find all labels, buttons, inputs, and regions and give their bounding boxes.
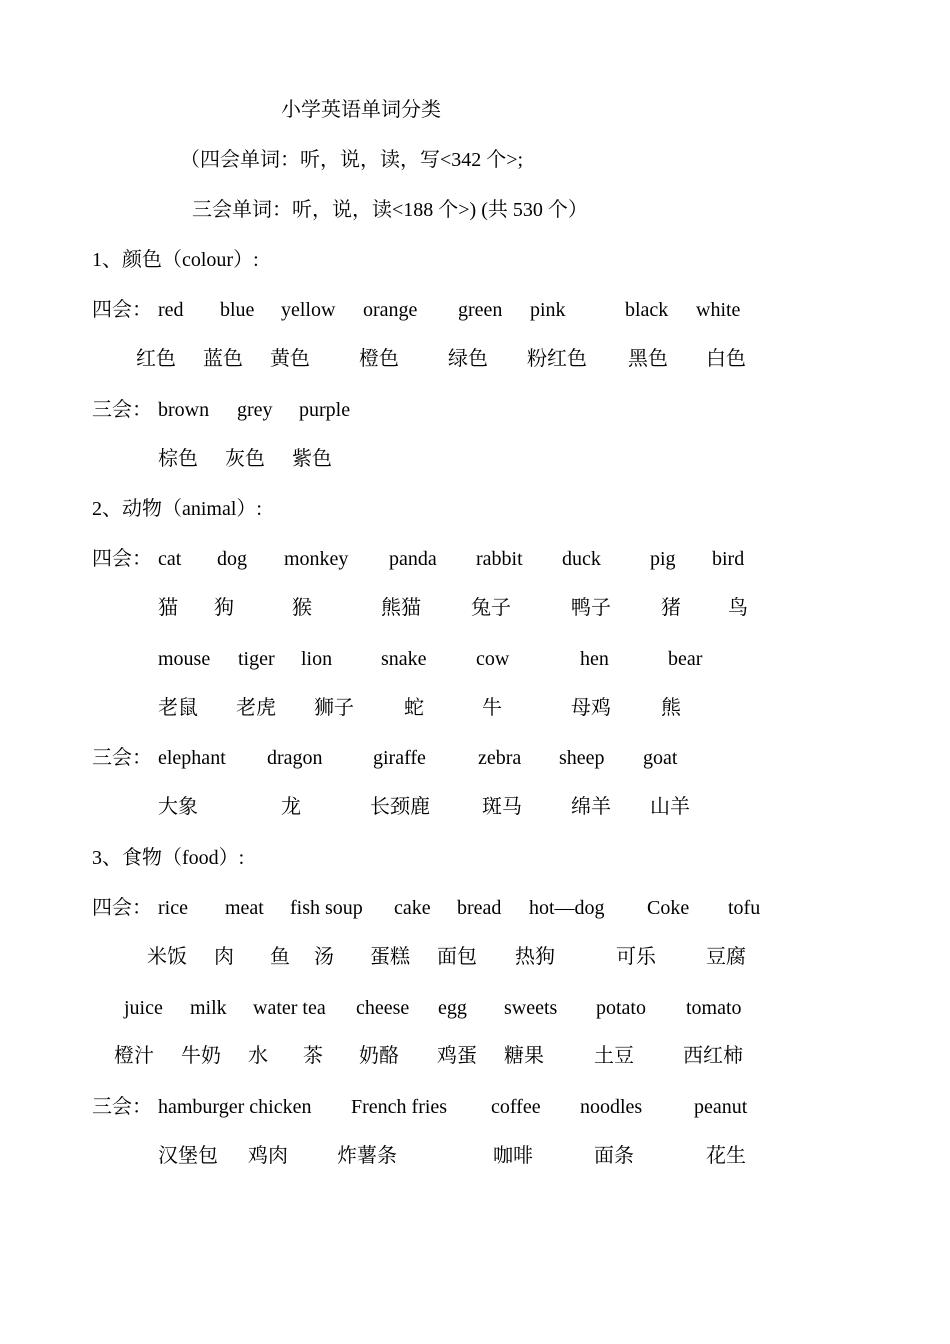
word-en: bread xyxy=(457,897,502,919)
section-heading-food: 3、食物（food）: xyxy=(92,847,245,869)
page-title: 小学英语单词分类 xyxy=(281,99,441,121)
word-cn: 山羊 xyxy=(650,796,690,818)
word-cn: 蓝色 xyxy=(203,348,243,370)
word-cn: 大象 xyxy=(158,796,198,818)
animal-three-en-row xyxy=(0,746,950,769)
word-cn: 糖果 xyxy=(504,1045,544,1067)
word-en: noodles xyxy=(580,1096,643,1118)
colour-three-cn-row xyxy=(0,447,950,470)
word-en: rabbit xyxy=(476,548,523,570)
word-cn: 兔子 xyxy=(471,597,511,619)
word-en: juice xyxy=(124,997,163,1019)
word-cn: 狗 xyxy=(214,597,234,619)
word-en: French fries xyxy=(351,1096,448,1118)
word-en: purple xyxy=(299,399,351,421)
word-cn: 可乐 xyxy=(616,946,656,968)
word-cn: 猪 xyxy=(661,597,681,619)
word-en: milk xyxy=(190,997,227,1019)
food-four-en-row xyxy=(0,896,950,919)
word-cn: 长颈鹿 xyxy=(370,796,430,818)
word-en: peanut xyxy=(694,1096,748,1118)
word-cn: 奶酪 xyxy=(359,1045,399,1067)
word-en: sheep xyxy=(559,747,605,769)
word-en: bird xyxy=(712,548,745,570)
word-en: lion xyxy=(301,648,333,670)
word-cn: 花生 xyxy=(706,1145,746,1167)
word-en: water tea xyxy=(253,997,326,1019)
word-cn: 紫色 xyxy=(292,448,332,470)
section-heading-animal: 2、动物（animal）: xyxy=(92,498,262,520)
word-cn: 老虎 xyxy=(236,697,276,719)
four-skill-label: 四会： xyxy=(92,548,152,570)
word-en: giraffe xyxy=(373,747,426,769)
word-en: panda xyxy=(389,548,437,570)
word-cn: 牛奶 xyxy=(181,1045,221,1067)
word-cn: 蛋糕 xyxy=(370,946,410,968)
word-cn: 茶 xyxy=(303,1045,323,1067)
animal-three-cn-row xyxy=(0,795,950,818)
word-en: sweets xyxy=(504,997,558,1019)
word-en: black xyxy=(625,299,669,321)
word-en: white xyxy=(696,299,741,321)
word-cn: 鱼 xyxy=(270,946,290,968)
word-en: potato xyxy=(596,997,646,1019)
word-cn: 棕色 xyxy=(158,448,198,470)
word-cn: 热狗 xyxy=(515,946,555,968)
word-en: cake xyxy=(394,897,431,919)
food-four-cn-row-2 xyxy=(0,1044,950,1067)
food-four-en-row-2 xyxy=(0,996,950,1019)
word-en: cat xyxy=(158,548,182,570)
animal-four-cn-row-2 xyxy=(0,696,950,719)
word-en: fish soup xyxy=(290,897,363,919)
colour-four-cn-row xyxy=(0,347,950,370)
word-en: dog xyxy=(217,548,247,570)
word-en: hamburger chicken xyxy=(158,1096,312,1118)
word-cn: 西红柿 xyxy=(683,1045,743,1067)
word-cn: 面包 xyxy=(437,946,477,968)
three-skill-label: 三会： xyxy=(92,747,152,769)
word-cn: 斑马 xyxy=(482,796,522,818)
word-en: mouse xyxy=(158,648,211,670)
three-skill-label: 三会： xyxy=(92,1096,152,1118)
word-en: monkey xyxy=(284,548,349,570)
word-cn: 豆腐 xyxy=(706,946,746,968)
word-cn: 面条 xyxy=(594,1145,634,1167)
word-en: rice xyxy=(158,897,188,919)
animal-four-cn-row xyxy=(0,596,950,619)
four-skill-label: 四会： xyxy=(92,897,152,919)
word-cn: 狮子 xyxy=(314,697,354,719)
word-en: tomato xyxy=(686,997,742,1019)
word-cn: 蛇 xyxy=(404,697,424,719)
word-cn: 牛 xyxy=(482,697,502,719)
word-cn: 鸟 xyxy=(728,597,748,619)
word-en: coffee xyxy=(491,1096,541,1118)
word-cn: 熊 xyxy=(661,697,681,719)
word-en: pig xyxy=(650,548,676,570)
word-en: hot—dog xyxy=(529,897,605,919)
word-en: yellow xyxy=(281,299,336,321)
word-en: tofu xyxy=(728,897,761,919)
word-cn: 水 xyxy=(248,1045,268,1067)
word-en: hen xyxy=(580,648,609,670)
word-cn: 猫 xyxy=(158,597,178,619)
intro-line-four-skill: （四会单词：听，说，读，写<342 个>; xyxy=(180,149,524,171)
word-cn: 鸡肉 xyxy=(248,1145,288,1167)
word-en: meat xyxy=(225,897,264,919)
word-cn: 龙 xyxy=(281,796,301,818)
food-four-cn-row xyxy=(0,945,950,968)
word-en: Coke xyxy=(647,897,690,919)
word-cn: 鸭子 xyxy=(571,597,611,619)
colour-four-en-row xyxy=(0,298,950,321)
word-en: elephant xyxy=(158,747,226,769)
word-cn: 绵羊 xyxy=(571,796,611,818)
word-cn: 米饭 xyxy=(147,946,187,968)
word-en: cow xyxy=(476,648,510,670)
word-en: goat xyxy=(643,747,678,769)
word-en: orange xyxy=(363,299,418,321)
word-en: blue xyxy=(220,299,255,321)
food-three-en-row xyxy=(0,1095,950,1118)
word-cn: 黄色 xyxy=(270,348,310,370)
word-cn: 鸡蛋 xyxy=(437,1045,477,1067)
word-en: brown xyxy=(158,399,210,421)
word-cn: 汤 xyxy=(314,946,334,968)
animal-four-en-row-2 xyxy=(0,647,950,670)
word-en: pink xyxy=(530,299,566,321)
word-cn: 猴 xyxy=(292,597,312,619)
food-three-cn-row xyxy=(0,1144,950,1167)
word-cn: 母鸡 xyxy=(571,697,611,719)
intro-line-three-skill: 三会单词：听，说，读<188 个>) (共 530 个） xyxy=(192,199,588,221)
colour-three-en-row xyxy=(0,398,950,421)
word-en: cheese xyxy=(356,997,410,1019)
word-cn: 炸薯条 xyxy=(337,1145,397,1167)
section-heading-colour: 1、颜色（colour）: xyxy=(92,249,259,271)
word-en: green xyxy=(458,299,503,321)
word-cn: 红色 xyxy=(136,348,176,370)
word-en: grey xyxy=(237,399,273,421)
three-skill-label: 三会： xyxy=(92,399,152,421)
word-en: duck xyxy=(562,548,601,570)
word-cn: 咖啡 xyxy=(493,1145,533,1167)
word-en: snake xyxy=(381,648,427,670)
word-en: tiger xyxy=(238,648,275,670)
word-cn: 土豆 xyxy=(594,1045,634,1067)
word-cn: 粉红色 xyxy=(527,348,587,370)
word-cn: 熊猫 xyxy=(381,597,421,619)
word-cn: 肉 xyxy=(214,946,234,968)
four-skill-label: 四会： xyxy=(92,299,152,321)
word-en: egg xyxy=(438,997,467,1019)
word-cn: 橙色 xyxy=(359,348,399,370)
word-en: bear xyxy=(668,648,703,670)
word-cn: 白色 xyxy=(706,348,746,370)
word-en: zebra xyxy=(478,747,522,769)
word-cn: 橙汁 xyxy=(114,1045,154,1067)
word-cn: 黑色 xyxy=(628,348,668,370)
word-en: dragon xyxy=(267,747,323,769)
word-cn: 汉堡包 xyxy=(158,1145,218,1167)
word-cn: 灰色 xyxy=(225,448,265,470)
word-cn: 老鼠 xyxy=(158,697,198,719)
word-cn: 绿色 xyxy=(448,348,488,370)
word-en: red xyxy=(158,299,184,321)
animal-four-en-row xyxy=(0,547,950,570)
